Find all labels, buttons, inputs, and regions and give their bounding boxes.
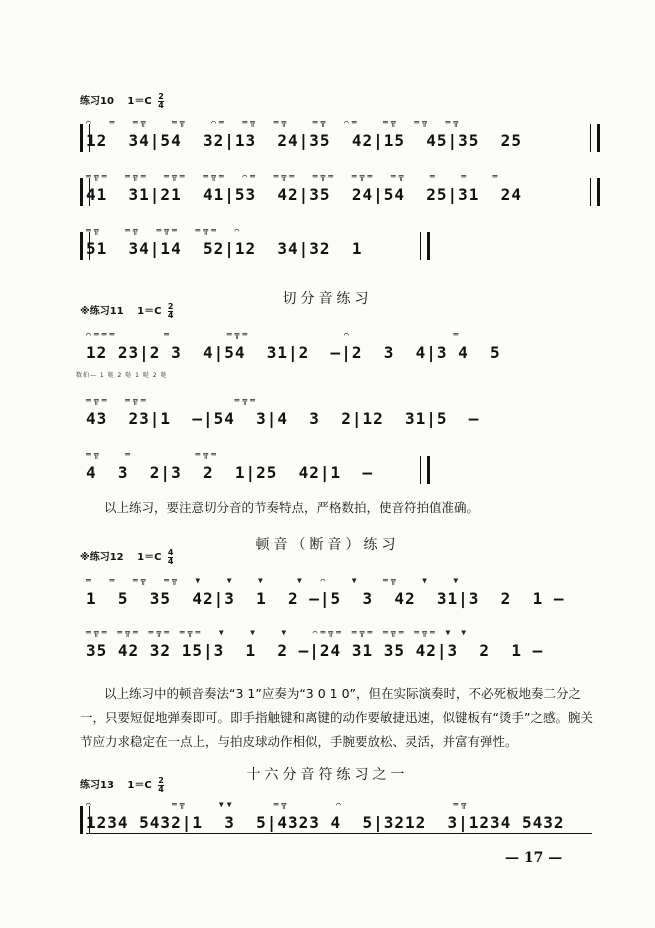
page-number: — 17 — bbox=[505, 850, 563, 866]
exercise-12-label bbox=[80, 548, 173, 566]
key-signature: 1＝C bbox=[127, 780, 152, 791]
note-sequence: 51 34|14 52|12 34|32 1 bbox=[86, 239, 363, 258]
exercise-number: ※练习11 bbox=[80, 306, 124, 317]
fingering-marks: ⌒ ═╦ ▼▼ ═╦ ⌒ ═╦ bbox=[86, 800, 470, 809]
paragraph-staccato-note: 以上练习中的顿音奏法“3 1”应奏为“3 0 1 0”，但在实际演奏时，不必死板地奏二分之一，只要短促地弹奏即可。即手指触键和离键的动作要敏捷迅速，似键板有“烫手”之感。腕关节应力求稳定在一点上，与拍皮球动作相似，手腕要放松、灵活，并富有弹性。 bbox=[80, 686, 593, 749]
note-sequence: 12 34|54 32|13 24|35 42|15 45|35 25 bbox=[86, 131, 522, 150]
score-line-ex10-1 bbox=[80, 118, 600, 152]
score-line-ex11-1 bbox=[80, 330, 600, 364]
score-line-ex11-2 bbox=[80, 396, 600, 430]
note-sequence: 1234 5432|1 3 5|4323 4 5|3212 3|1234 5432 bbox=[86, 813, 565, 832]
note-sequence: 4 3 2|3 2 1|25 42|1 — bbox=[86, 463, 374, 482]
score-line-ex11-3 bbox=[80, 450, 430, 484]
fingering-marks: ⌒═══ ═ ═╦═ ⌒ ═ bbox=[86, 330, 462, 339]
paragraph-syncopation-note: 以上练习，要注意切分音的节奏特点，严格数拍，使音符拍值准确。 bbox=[104, 500, 480, 515]
fingering-marks: ═╦═ ═╦═ ═╦═ ═╦═ ⌒═ ═╦═ ═╦═ ═╦═ ═╦ ═ ═ ═ bbox=[86, 172, 501, 181]
note-sequence: 43 23|1 —|54 3|4 3 2|12 31|5 — bbox=[86, 409, 480, 428]
note-sequence: 41 31|21 41|53 42|35 24|54 25|31 24 bbox=[86, 185, 522, 204]
note-sequence: 35 42 32 15|3 1 2 —|24 31 35 42|3 2 1 — bbox=[86, 641, 544, 660]
final-barline bbox=[420, 232, 430, 260]
score-line-ex10-2 bbox=[80, 172, 600, 206]
sixteenth-beam bbox=[86, 833, 592, 834]
fingering-marks: ═ ═ ═╦ ═╦ ▼ ▼ ▼ ▼ ⌒ ▼ ═╦ ▼ ▼ bbox=[86, 576, 462, 585]
exercise-number: 练习13 bbox=[80, 780, 114, 791]
key-signature: 1＝C bbox=[137, 306, 162, 317]
note-sequence: 12 23|2 3 4|54 31|2 —|2 3 4|3 4 5 bbox=[86, 343, 501, 362]
score-line-ex12-1 bbox=[80, 576, 600, 610]
exercise-13-label bbox=[80, 776, 164, 794]
repeat-end-barline bbox=[590, 178, 600, 206]
time-signature: $\frac{2}{4}$ bbox=[167, 301, 174, 320]
fingering-marks: ═╦ ═╦ ═╦═ ═╦═ ⌒ bbox=[86, 226, 243, 235]
beat-counting-row: 数拍— 1 哒 2 哒 1 哒 2 哒 bbox=[76, 372, 168, 379]
exercise-11-label bbox=[80, 302, 173, 320]
score-line-ex13-1 bbox=[80, 800, 600, 834]
fingering-marks: ═╦═ ═╦═ ═╦═ bbox=[86, 396, 258, 405]
key-signature: 1＝C bbox=[137, 552, 162, 563]
section-title-sixteenth: 十六分音符练习之一 bbox=[246, 767, 409, 783]
exercise-number: ※练习12 bbox=[80, 552, 124, 563]
exercise-10-label bbox=[80, 92, 164, 110]
repeat-end-barline bbox=[590, 124, 600, 152]
time-signature: $\frac{4}{4}$ bbox=[167, 547, 174, 566]
final-barline bbox=[420, 456, 430, 484]
section-title-staccato: 顿音（断音）练习 bbox=[255, 537, 400, 553]
fingering-marks: ═╦═ ═╦═ ═╦═ ═╦═ ▼ ▼ ▼ ⌒═╦═ ═╦═ ═╦═ ═╦═ ▼ ▼ bbox=[86, 628, 470, 637]
exercise-number: 练习10 bbox=[80, 96, 114, 107]
fingering-marks: ⌒ ═ ═╦ ═╦ ⌒═ ═╦ ═╦ ═╦ ⌒═ ═╦ ═╦ ═╦ bbox=[86, 118, 462, 127]
key-signature: 1＝C bbox=[127, 96, 152, 107]
score-line-ex10-3 bbox=[80, 226, 430, 260]
time-signature: $\frac{2}{4}$ bbox=[158, 775, 164, 794]
fingering-marks: ═╦ ═ ═╦═ bbox=[86, 450, 219, 459]
time-signature: $\frac{2}{4}$ bbox=[158, 91, 164, 110]
score-line-ex12-2 bbox=[80, 628, 600, 662]
note-sequence: 1 5 35 42|3 1 2 —|5 3 42 31|3 2 1 — bbox=[86, 589, 565, 608]
section-title-syncopation: 切分音练习 bbox=[282, 291, 373, 307]
